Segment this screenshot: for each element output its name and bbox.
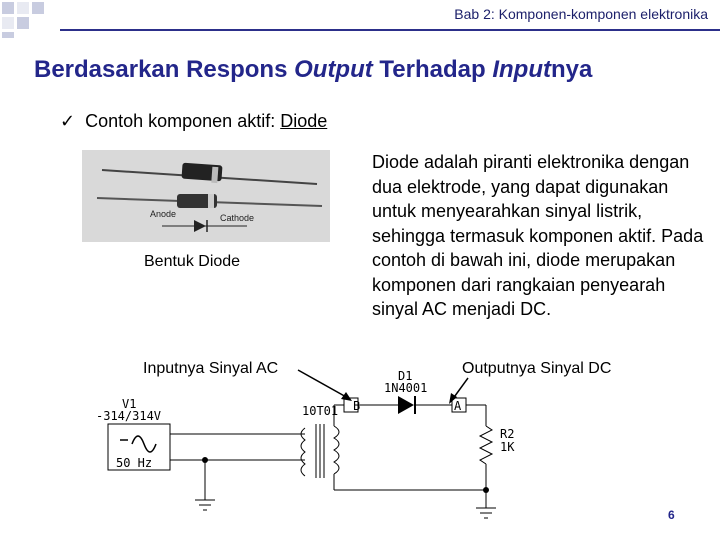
- photo-caption: Bentuk Diode: [144, 253, 241, 270]
- page-number: 6: [668, 508, 675, 522]
- anode-label: Anode: [150, 209, 177, 219]
- resistor-name: R2: [500, 427, 515, 441]
- diode-name: D1: [398, 369, 413, 383]
- node-b-label: B: [353, 399, 361, 413]
- output-label: Outputnya Sinyal DC: [462, 360, 612, 377]
- v1-frequency: 50 Hz: [116, 456, 153, 470]
- input-label: Inputnya Sinyal AC: [143, 360, 279, 377]
- diode-description: Diode adalah piranti elektronika dengan dua elektrode, yang dapat digunakan untuk menyearahkan sinyal listrik, sehingga termasuk komponen aktif. Pada contoh di bawah ini, diode merupakan komponen dari rangkaian penyearah sinyal AC menjadi DC.: [372, 152, 704, 319]
- bullet-text: Contoh komponen aktif:: [85, 111, 281, 131]
- node-a-label: A: [454, 399, 462, 413]
- header-title: Bab 2: Komponen-komponen elektronika: [454, 6, 708, 22]
- diode-symbol-icon: [398, 396, 414, 414]
- slide-title: Berdasarkan Respons Output Terhadap Inputnya: [34, 56, 593, 83]
- transformer-label: 10T01: [302, 404, 339, 418]
- diode-link[interactable]: Diode: [280, 111, 328, 131]
- v1-name: V1: [122, 397, 137, 411]
- diode-part: 1N4001: [384, 381, 428, 395]
- cathode-label: Cathode: [220, 213, 255, 223]
- resistor-value: 1K: [500, 440, 515, 454]
- checkmark-icon: ✓: [60, 111, 76, 132]
- v1-value: -314/314V: [96, 409, 162, 423]
